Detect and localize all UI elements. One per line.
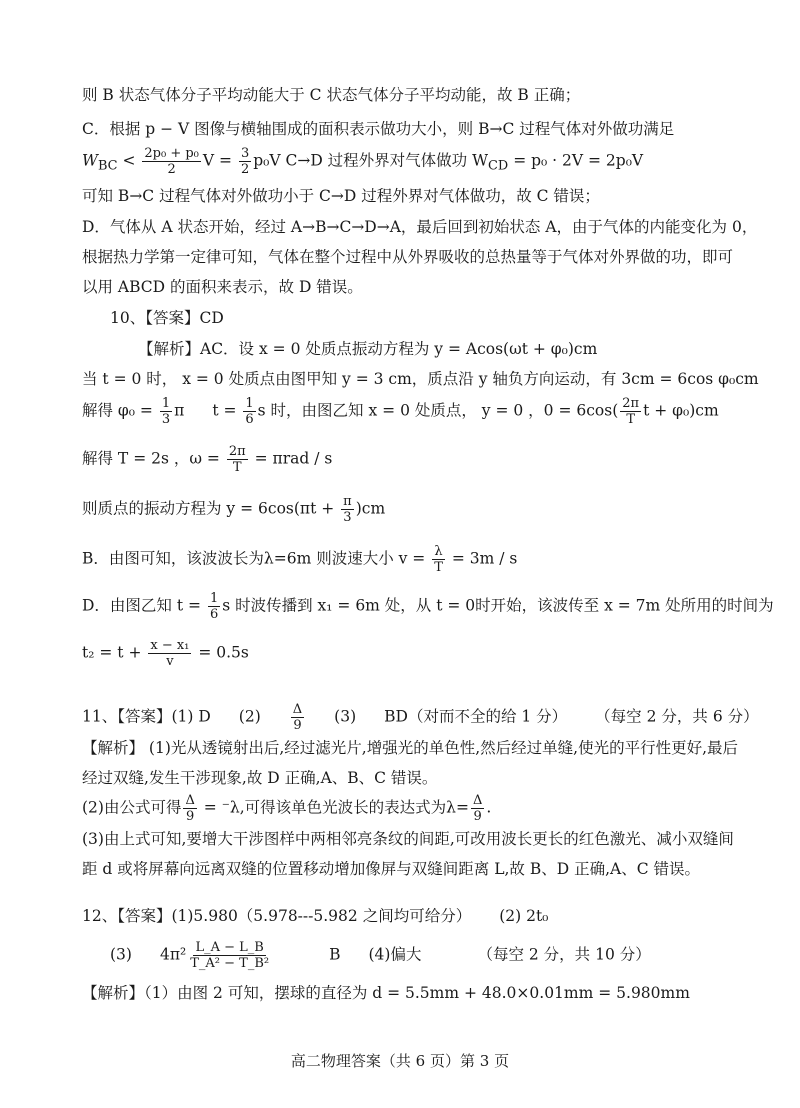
q11-analysis-line3: (2)由公式可得 $\frac{\Delta}{9}$ = ⁻λ,可得该单色光波长的表达式为λ= $\frac{\Delta}{9}$ . [82,793,492,824]
q11-answer-fraction: $\frac{\Delta}{9}$ [292,702,303,733]
omega-fraction: $\frac{2\pi}{T}$ [622,396,640,427]
velocity-fraction: $\frac{\lambda}{T}$ [434,544,443,575]
q12-analysis-line1: 【解析】（1）由图 2 可知，摆球的直径为 d = 5.5mm + 48.0×0.01mm = 5.980mm [82,984,690,1002]
q12-gravity-fraction: $\frac{L\_A - L\_B}{\text{T\_A² − T\_B²}}$ [190,940,270,971]
q10-analysis-ac: 【解析】AC．设 x = 0 处质点振动方程为 y = Acos(ωt + φ₀)cm [138,340,598,358]
q12-answer-line2: (3) 4π² $\frac{L\_A - L\_B}{\text{T\_A² − T\_B²}}$ B (4)偏大 （每空 2 分，共 10 分） [110,940,651,971]
q9-d-line3: 以用 ABCD 的面积来表示，故 D 错误。 [82,278,363,296]
q11-formula-fraction: $\frac{\Delta}{9}$ [185,793,195,824]
q10-line4: 解得 T = 2s ，ω = $\frac{2\pi}{T}$ = πrad / s [82,444,333,475]
wbc-subscript: BC [97,158,118,174]
omega-def-fraction: $\frac{2\pi}{T}$ [228,444,246,475]
wbc-mid: V = [202,151,237,170]
q10-b-line: B．由图可知，该波波长为λ=6m 则波速大小 v = $\frac{\lambda}{T}$ = 3m / s [82,544,518,575]
q11-analysis-line5: 距 d 或将屏幕向远离双缝的位置移动增加像屏与双缝间距离 L,故 B、D 正确,A、C 错误。 [82,860,701,878]
q11-wavelength-fraction: $\frac{\Delta}{9}$ [472,793,483,824]
q9-c-work-formula [82,146,772,180]
q11-analysis-line2: 经过双缝,发生干涉现象,故 D 正确,A、B、C 错误。 [82,769,438,787]
t2-fraction: $\frac{\text{x − x₁}}{v}$ [150,638,190,669]
wbc-symbol: W [82,151,98,170]
q10-line2: 当 t = 0 时， x = 0 处质点由图甲知 y = 3 cm，质点沿 y 轴负方向运动，有 3cm = 6cos φ₀cm [82,370,759,388]
wcd-tail: = p₀ · 2V = 2p₀V [508,151,644,170]
wbc-fraction2: $\frac{3}{2}$ [240,146,250,177]
q10-line5: 则质点的振动方程为 y = 6cos(πt + $\frac{\pi}{3}$ )cm [82,494,386,525]
q9-d-line2: 根据热力学第一定律可知，气体在整个过程中从外界吸收的总热量等于气体对外界做的功，即可 [82,248,734,266]
wbc-tail: p₀V C→D 过程外界对气体做功 W [253,151,489,170]
q9-c-conclusion: 可知 B→C 过程气体对外做功小于 C→D 过程外界对气体做功，故 C 错误； [82,187,600,205]
page-footer: 高二物理答案（共 6 页）第 3 页 [290,1052,510,1070]
time-fraction: $\frac{1}{6}$ [245,396,254,427]
q11-analysis-line4: (3)由上式可知,要增大干涉图样中两相邻亮条纹的间距,可改用波长更长的红色激光、减小双缝间 [82,830,734,848]
q11-answer: 11、【答案】(1) D (2) $\frac{\Delta}{9}$ (3) BD（对而不全的给 1 分） （每空 2 分，共 6 分） [82,702,759,733]
q9-b-conclusion: 则 B 状态气体分子平均动能大于 C 状态气体分子平均动能，故 B 正确； [82,86,581,104]
time-d-fraction: $\frac{1}{6}$ [209,591,219,622]
q9-d-line1: D．气体从 A 状态开始，经过 A→B→C→D→A，最后回到初始状态 A，由于气体的内能变化为 0， [82,218,758,236]
q12-answer: 12、【答案】(1)5.980（5.978---5.982 之间均可给分） (2) 2t₀ [82,907,549,925]
q9-c-line1: C．根据 p − V 图像与横轴围成的面积表示做功大小，则 B→C 过程气体对外做功满足 [82,120,675,138]
q10-answer: 10、【答案】CD [110,309,224,327]
q10-d-line: D．由图乙知 t = $\frac{1}{6}$ s 时波传播到 x₁ = 6m 处，从 t = 0时开始，该波传至 x = 7m 处所用的时间为 [82,591,774,622]
wbc-fraction: $\frac{\text{2p₀ + p₀}}{2}$ [144,146,199,177]
phi-fraction: $\frac{1}{3}$ [161,396,171,427]
wcd-subscript: CD [488,158,509,174]
q10-t2-line: t₂ = t + $\frac{\text{x − x₁}}{v}$ = 0.5s [82,638,249,669]
q10-line3: 解得 φ₀ = $\frac{1}{3}$ π t = $\frac{1}{6}$ s 时，由图乙知 x = 0 处质点， y = 0 ，0 = 6cos( $\frac{2\pi}{T}$ t + φ₀)cm [82,396,719,427]
wbc-lt: < [117,151,141,170]
q11-analysis-line1: 【解析】 (1)光从透镜射出后,经过滤光片,增强光的单色性,然后经过单缝,使光的平行性更好,最后 [82,739,739,757]
pi-third-fraction: $\frac{\pi}{3}$ [343,494,352,525]
